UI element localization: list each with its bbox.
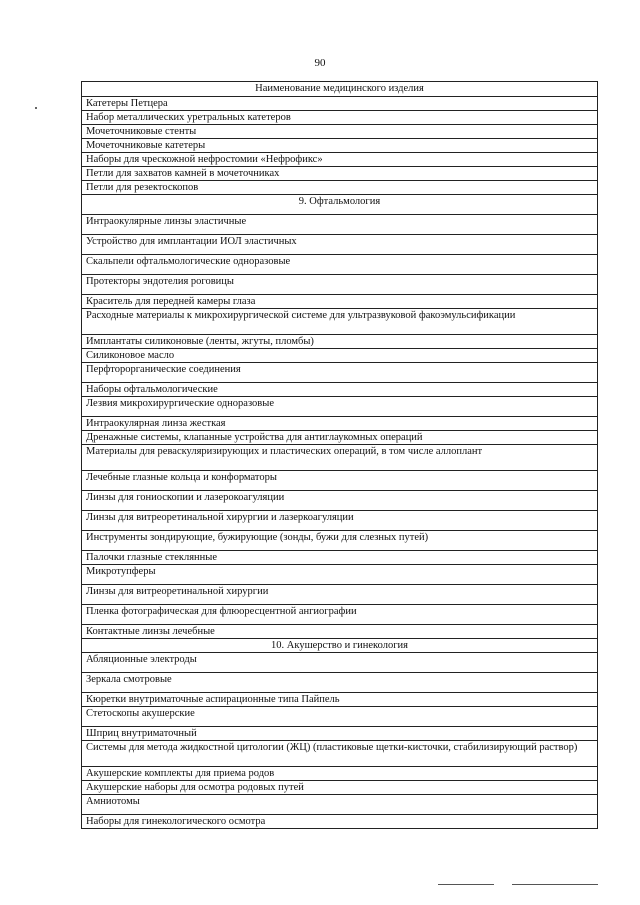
device-name-cell: Палочки глазные стеклянные	[82, 551, 598, 565]
table-row	[82, 309, 598, 335]
table-row	[82, 551, 598, 565]
device-name-cell: Акушерские комплекты для приема родов	[82, 767, 598, 781]
device-name-cell: Петли для резектоскопов	[82, 181, 598, 195]
device-name-cell: Контактные линзы лечебные	[82, 625, 598, 639]
device-name-cell: Инструменты зондирующие, бужирующие (зонды, бужи для слезных путей)	[82, 531, 598, 551]
table-row	[82, 125, 598, 139]
device-name-cell: Акушерские наборы для осмотра родовых путей	[82, 781, 598, 795]
device-name-cell: Интраокулярные линзы эластичные	[82, 215, 598, 235]
table-row	[82, 491, 598, 511]
table-row	[82, 153, 598, 167]
device-name-cell: Расходные материалы к микрохирургической системе для ультразвуковой факоэмульсификации	[82, 309, 598, 335]
device-name-cell: Катетеры Петцера	[82, 97, 598, 111]
section-row	[82, 639, 598, 653]
table-row	[82, 295, 598, 309]
table-row	[82, 565, 598, 585]
device-name-cell: Краситель для передней камеры глаза	[82, 295, 598, 309]
device-name-cell: Зеркала смотровые	[82, 673, 598, 693]
table-row	[82, 471, 598, 491]
device-name-cell: Набор металлических уретральных катетеров	[82, 111, 598, 125]
table-row	[82, 693, 598, 707]
table-row	[82, 511, 598, 531]
table-row	[82, 215, 598, 235]
device-name-cell: Линзы для витреоретинальной хирургии	[82, 585, 598, 605]
table-row	[82, 383, 598, 397]
device-name-cell: Стетоскопы акушерские	[82, 707, 598, 727]
device-name-cell: Лечебные глазные кольца и конформаторы	[82, 471, 598, 491]
table-header-cell: Наименование медицинского изделия	[82, 82, 598, 97]
device-name-cell: Линзы для гониоскопии и лазерокоагуляции	[82, 491, 598, 511]
table-header-row	[82, 82, 598, 97]
table-row	[82, 727, 598, 741]
table-row	[82, 431, 598, 445]
device-name-cell: Наборы офтальмологические	[82, 383, 598, 397]
device-name-cell: Материалы для реваскуляризирующих и пластических операций, в том числе аллоплант	[82, 445, 598, 471]
device-name-cell: Кюретки внутриматочные аспирационные типа Пайпель	[82, 693, 598, 707]
table-row	[82, 605, 598, 625]
page-number: 90	[314, 57, 326, 69]
table-row	[82, 585, 598, 605]
table-row	[82, 97, 598, 111]
table-row	[82, 275, 598, 295]
table-row	[82, 181, 598, 195]
table-row	[82, 139, 598, 153]
device-name-cell: Наборы для гинекологического осмотра	[82, 815, 598, 829]
table-row	[82, 673, 598, 693]
section-row	[82, 195, 598, 215]
device-name-cell: Протекторы эндотелия роговицы	[82, 275, 598, 295]
device-name-cell: Микротупферы	[82, 565, 598, 585]
section-title: 10. Акушерство и гинекология	[82, 639, 598, 653]
table-row	[82, 167, 598, 181]
table-row	[82, 815, 598, 829]
device-name-cell: Линзы для витреоретинальной хирургии и лазеркоагуляции	[82, 511, 598, 531]
table-row	[82, 625, 598, 639]
device-name-cell: Наборы для чрескожной нефростомии «Нефрофикс»	[82, 153, 598, 167]
footer-line-left	[438, 884, 494, 885]
footer-line-right	[512, 884, 598, 885]
device-name-cell: Устройство для имплантации ИОЛ эластичных	[82, 235, 598, 255]
table-row	[82, 707, 598, 727]
table-row	[82, 417, 598, 431]
device-name-cell: Лезвия микрохирургические одноразовые	[82, 397, 598, 417]
section-title: 9. Офтальмология	[82, 195, 598, 215]
device-name-cell: Имплантаты силиконовые (ленты, жгуты, пломбы)	[82, 335, 598, 349]
table-row	[82, 335, 598, 349]
device-name-cell: Дренажные системы, клапанные устройства для антиглаукомных операций	[82, 431, 598, 445]
scan-speck	[35, 107, 37, 109]
table-row	[82, 349, 598, 363]
device-name-cell: Амниотомы	[82, 795, 598, 815]
device-name-cell: Системы для метода жидкостной цитологии (ЖЦ) (пластиковые щетки-кисточки, стабилизирующий раствор)	[82, 741, 598, 767]
table-row	[82, 397, 598, 417]
device-name-cell: Перфторорганические соединения	[82, 363, 598, 383]
table-row	[82, 795, 598, 815]
table-row	[82, 111, 598, 125]
device-name-cell: Мочеточниковые стенты	[82, 125, 598, 139]
table-row	[82, 741, 598, 767]
table-row	[82, 255, 598, 275]
table-row	[82, 363, 598, 383]
device-name-cell: Интраокулярная линза жесткая	[82, 417, 598, 431]
table-row	[82, 235, 598, 255]
device-name-cell: Скальпели офтальмологические одноразовые	[82, 255, 598, 275]
table-row	[82, 781, 598, 795]
device-name-cell: Пленка фотографическая для флюоресцентной ангиографии	[82, 605, 598, 625]
table-row	[82, 531, 598, 551]
device-name-cell: Петли для захватов камней в мочеточниках	[82, 167, 598, 181]
table-row	[82, 445, 598, 471]
device-name-cell: Абляционные электроды	[82, 653, 598, 673]
device-name-cell: Силиконовое масло	[82, 349, 598, 363]
device-name-cell: Шприц внутриматочный	[82, 727, 598, 741]
medical-devices-table	[81, 81, 598, 829]
table-row	[82, 653, 598, 673]
table-row	[82, 767, 598, 781]
device-name-cell: Мочеточниковые катетеры	[82, 139, 598, 153]
